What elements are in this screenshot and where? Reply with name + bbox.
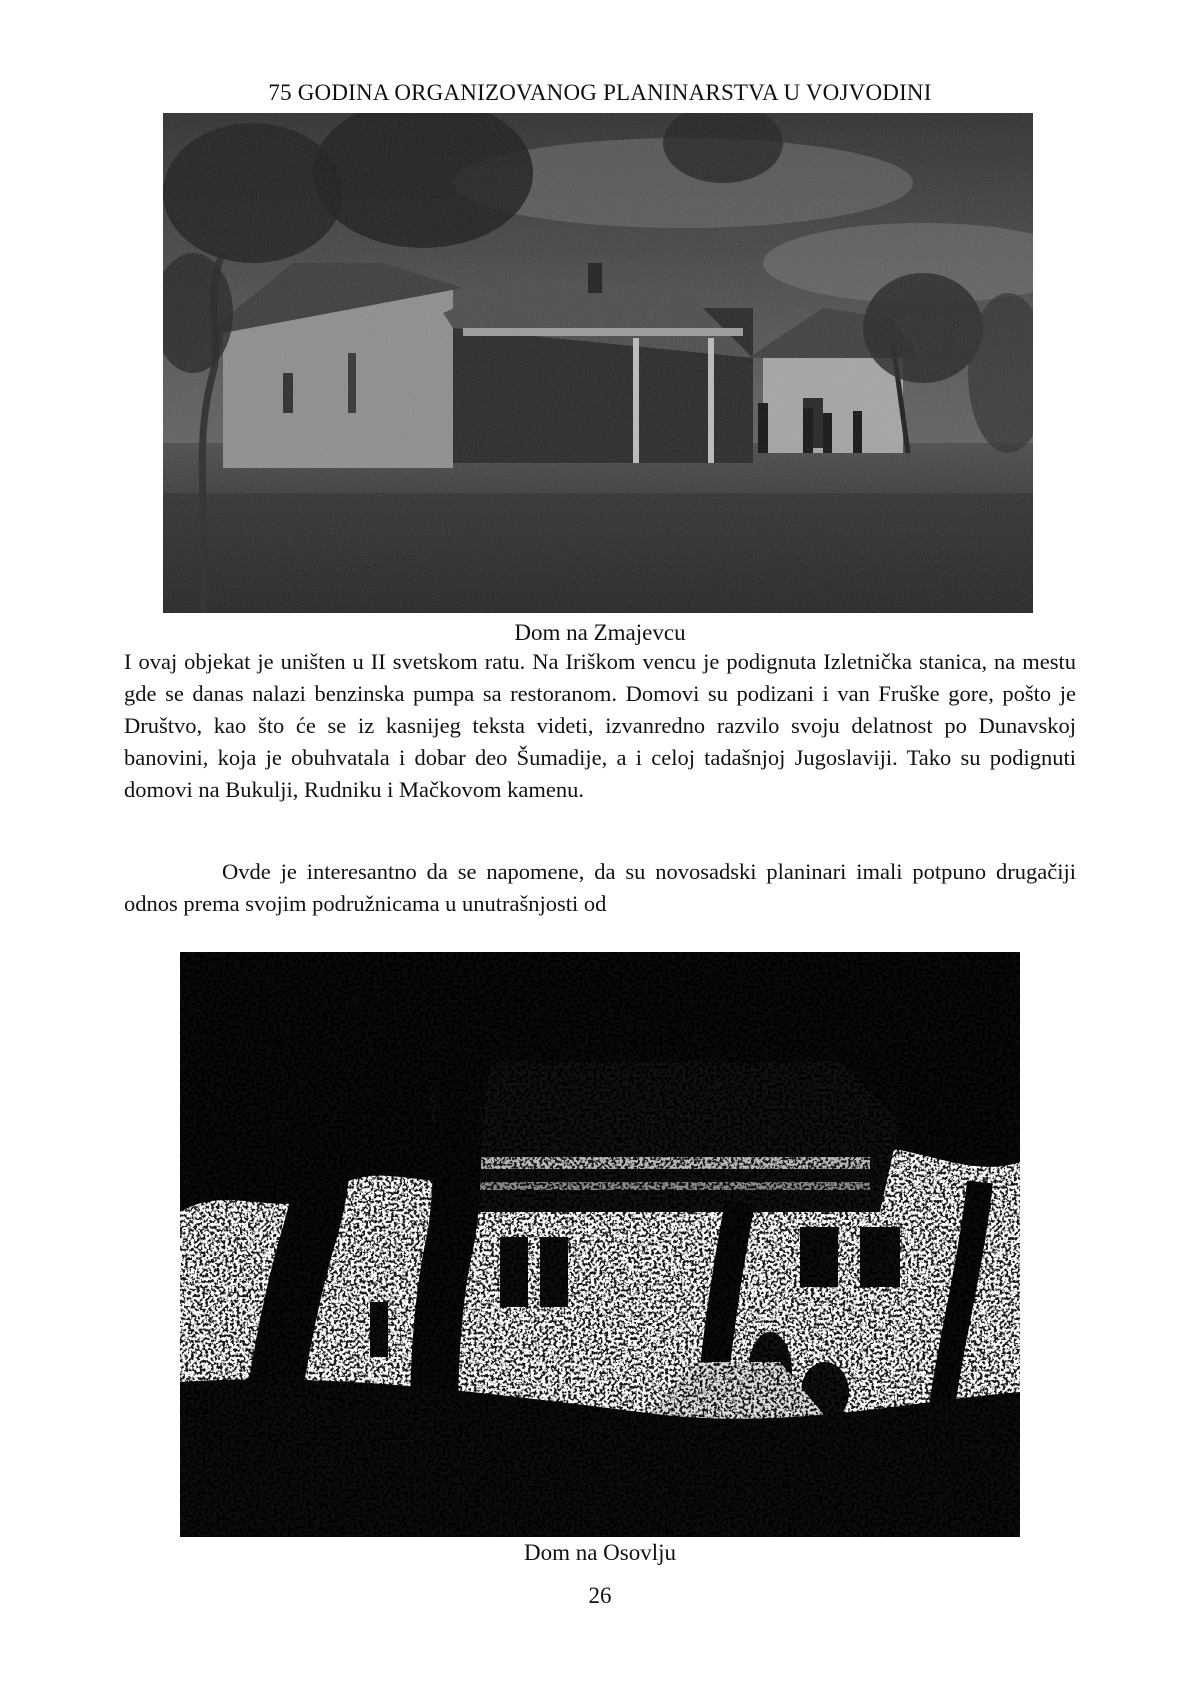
figure-caption: Dom na Zmajevcu <box>514 620 686 645</box>
photo-dom-na-zmajevcu <box>163 113 1033 613</box>
figure-caption: Dom na Osovlju <box>523 1540 677 1565</box>
paragraph <box>124 646 1076 806</box>
page-number: 26 <box>588 1583 612 1608</box>
paragraph-text: Ovde je interesantno da se napomene, da su novosadski planinari imali potpuno drugačiji odnos prema svojim podružnicama u unutrašnjosti od <box>124 859 1076 916</box>
paragraph-text: I ovaj objekat je uništen u II svetskom ratu. Na Iriškom vencu je podignuta Izletnička stanica, na mestu gde se danas nalazi benzinska pumpa sa restoranom. Domovi su podizani i van Fruške gore, pošto je Društvo, kao što će se iz kasnijeg teksta videti, izvanredno razvilo svoju delatnost po Dunavskoj banovini, koja je obuhvatala i dobar deo Šumadije, a i celoj tadašnjoj Jugoslaviji. Tako su podignuti domovi na Bukulji, Rudniku i Mačkovom kamenu. <box>124 649 1076 802</box>
paragraph <box>124 856 1076 920</box>
photo-dom-na-osovlju <box>180 952 1020 1537</box>
running-title: 75 GODINA ORGANIZOVANOG PLANINARSTVA U VOJVODINI <box>268 80 932 105</box>
